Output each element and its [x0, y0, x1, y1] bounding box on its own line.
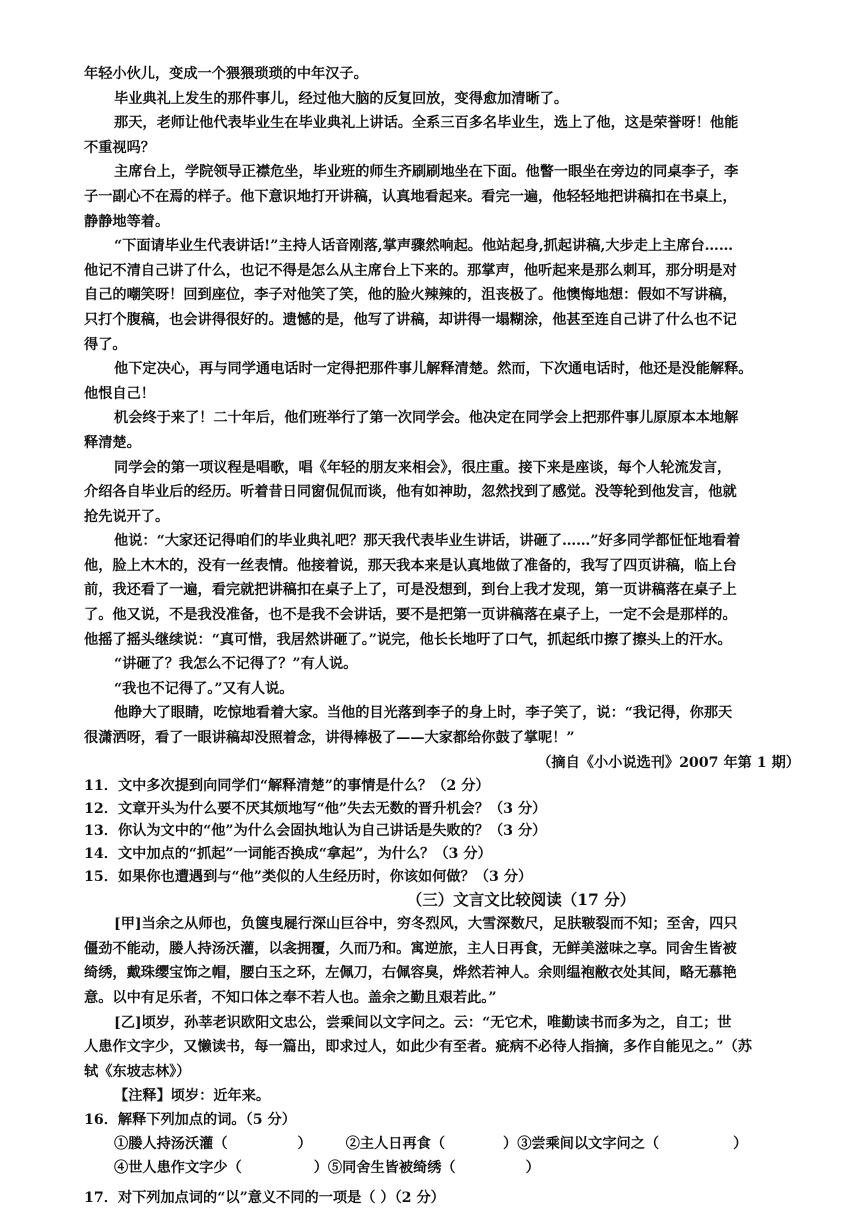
question-item	[84, 820, 808, 843]
text-line: 了。他又说，不是我没准备，也不是我不会讲话，要不是把第一页讲稿落在桌子上，一定不会是那样的。	[84, 607, 737, 624]
source-citation: （摘自《小小说选刊》2007 年第 1 期）	[537, 754, 800, 771]
q16-close-1: ）	[297, 1135, 312, 1152]
text-line: 只打个腹稿，也会讲得很好的。遗憾的是，他写了讲稿，却讲得一塌糊涂，他甚至连自己讲了什么也不记	[84, 311, 737, 328]
q16-item-2: ②主人日再食（	[345, 1135, 446, 1152]
question-number: 13．	[84, 823, 118, 840]
classical-passage	[84, 912, 808, 1084]
annotation-note: 【注释】顷岁：近年来。	[114, 1088, 271, 1105]
text-line: 抢先说开了。	[84, 508, 170, 525]
q16-item-4: ④世人患作文字少（	[114, 1160, 242, 1177]
text-line: 轼《东坡志林》）	[84, 1063, 191, 1080]
text-line: 静静地等着。	[84, 213, 170, 230]
question-list-reading	[84, 775, 808, 888]
text-line: 得了。	[84, 336, 127, 353]
text-line: 不重视吗？	[84, 139, 155, 156]
question-number: 14．	[84, 846, 118, 862]
text-line: 机会终于来了！二十年后，他们班举行了第一次同学会。他决定在同学会上把那件事儿原原本本地解	[114, 410, 739, 427]
text-line: 年轻小伙儿，变成一个猥猥琐琐的中年汉子。	[84, 66, 368, 82]
text-line: 意。以中有足乐者，不知口体之奉不若人也。盖余之勤且艰若此。”	[84, 989, 497, 1006]
question-item	[84, 775, 808, 798]
story-passage	[84, 62, 808, 751]
question-text: 文中多次提到向同学们“解释清楚”的事情是什么？（2 分）	[117, 778, 490, 795]
text-line: 他摇了摇头继续说：“真可惜，我居然讲砸了。”说完，他长长地吁了口气，抓起纸巾擦了擦头上的汗水。	[84, 631, 732, 648]
text-line: 前，我还看了一遍，看完就把讲稿扣在桌子上了，可是没想到，到台上我才发现，第一页讲稿落在桌子上	[84, 582, 737, 599]
text-line: 人患作文字少，又懒读书，每一篇出，即求过人，如此少有至者。疵病不必待人指摘，多作自能见之。”（苏	[84, 1039, 752, 1056]
question-16-row-2	[84, 1156, 808, 1181]
text-line: 他记不清自己讲了什么，也记不得是怎么从主席台上下来的。那掌声，他听起来是那么刺耳，那分明是对	[84, 262, 737, 279]
question-17-title: 17．对下列加点词的“以”意义不同的一项是（ ）（2 分）	[84, 1189, 445, 1206]
question-item	[84, 843, 808, 866]
text-line: 他恨自己！	[84, 385, 155, 402]
text-line: 自己的嘲笑呀！回到座位，李子对他笑了笑，他的脸火辣辣的，沮丧极了。他懊悔地想：假如不写讲稿，	[84, 287, 737, 304]
text-line: [乙]顷岁，孙莘老识欧阳文忠公，尝乘间以文字问之。云：“无它术，唯勤读书而多为之，自工；世	[114, 1014, 732, 1031]
text-line: “我也不记得了。”又有人说。	[114, 680, 294, 697]
q16-item-5: ）⑤同舍生皆被绮绣（	[313, 1160, 456, 1177]
question-text: 文章开头为什么要不厌其烦地写“他”失去无数的晋升机会？（3 分）	[117, 800, 547, 817]
question-number: 15．	[84, 868, 118, 885]
text-line: 他下定决心，再与同学通电话时一定得把那件事儿解释清楚。然而，下次通电话时，他还是没能解释。	[114, 361, 753, 378]
question-16-title: 16．解释下列加点的词。（5 分）	[84, 1111, 296, 1128]
text-line: 释清楚。	[84, 434, 141, 451]
question-item	[84, 866, 808, 889]
q16-close-5: ）	[525, 1160, 540, 1177]
question-item	[84, 798, 808, 821]
q16-item-1: ①媵人持汤沃灌（	[114, 1135, 228, 1152]
question-number: 12．	[84, 800, 118, 817]
text-line: 介绍各自毕业后的经历。听着昔日同窗侃侃而谈，他有如神助，忽然找到了感觉。没等轮到他发言，他就	[84, 484, 737, 501]
question-text: 你认为文中的“他”为什么会固执地认为自己讲话是失败的？（3 分）	[117, 823, 547, 840]
section-heading: （三）文言文比较阅读（17 分）	[406, 890, 636, 910]
text-line: 很潇洒呀，看了一眼讲稿却没照着念，讲得棒极了——大家都给你鼓了掌呢！”	[84, 730, 575, 747]
text-line: 他睁大了眼睛，吃惊地看着大家。当他的目光落到李子的身上时，李子笑了，说：“我记得，你那天	[114, 705, 733, 722]
q16-close-3: ）	[733, 1135, 748, 1152]
text-line: 那天，老师让他代表毕业生在毕业典礼上讲话。全系三百多名毕业生，选上了他，这是荣誉呀！他能	[114, 115, 739, 132]
text-line: 他，脸上木木的，没有一丝表情。他接着说，那天我本来是认真地做了准备的，我写了四页讲稿，临上台	[84, 557, 737, 574]
question-16-row-1	[84, 1132, 808, 1157]
text-line: “讲砸了？我怎么不记得了？”有人说。	[114, 656, 358, 673]
question-text: 文中加点的“抓起”一词能否换成“拿起”，为什么？（3 分）	[117, 846, 492, 862]
text-line: 子一副心不在焉的样子。他下意识地打开讲稿，认真地看起来。看完一遍，他轻轻地把讲稿扣在书桌上，	[84, 188, 737, 205]
text-line: “下面请毕业生代表讲话!”主持人话音刚落,掌声骤然响起。他站起身,抓起讲稿,大步走上主席台……	[114, 238, 734, 255]
q16-item-3: ）③尝乘间以文字问之（	[503, 1135, 660, 1152]
text-line: 僵劲不能动，媵人持汤沃灌，以衾拥覆，久而乃和。寓逆旅，主人日再食，无鲜美滋味之享。同舍生皆被	[84, 940, 737, 957]
text-line: 同学会的第一项议程是唱歌，唱《年轻的朋友来相会》，很庄重。接下来是座谈，每个人轮流发言，	[114, 459, 732, 476]
question-text: 如果你也遭遇到与“他”类似的人生经历时，你该如何做？（3 分）	[117, 868, 533, 885]
text-line: 主席台上，学院领导正襟危坐，毕业班的师生齐刷刷地坐在下面。他瞥一眼坐在旁边的同桌李子，李	[114, 164, 739, 181]
text-line: 毕业典礼上发生的那件事儿，经过他大脑的反复回放，变得愈加清晰了。	[114, 90, 569, 107]
text-line: [甲]当余之从师也，负箧曳屣行深山巨谷中，穷冬烈风，大雪深数尺，足肤皲裂而不知；至舍，四只	[114, 916, 738, 933]
question-number: 11．	[84, 778, 118, 795]
text-line: 他说：“大家还记得咱们的毕业典礼吧？那天我代表毕业生讲话，讲砸了……”好多同学都怔怔地看着	[114, 533, 741, 550]
text-line: 绮绣，戴珠缨宝饰之帽，腰白玉之环，左佩刀，右佩容臭，烨然若神人。余则缊袍敝衣处其间，略无慕艳	[84, 965, 737, 982]
